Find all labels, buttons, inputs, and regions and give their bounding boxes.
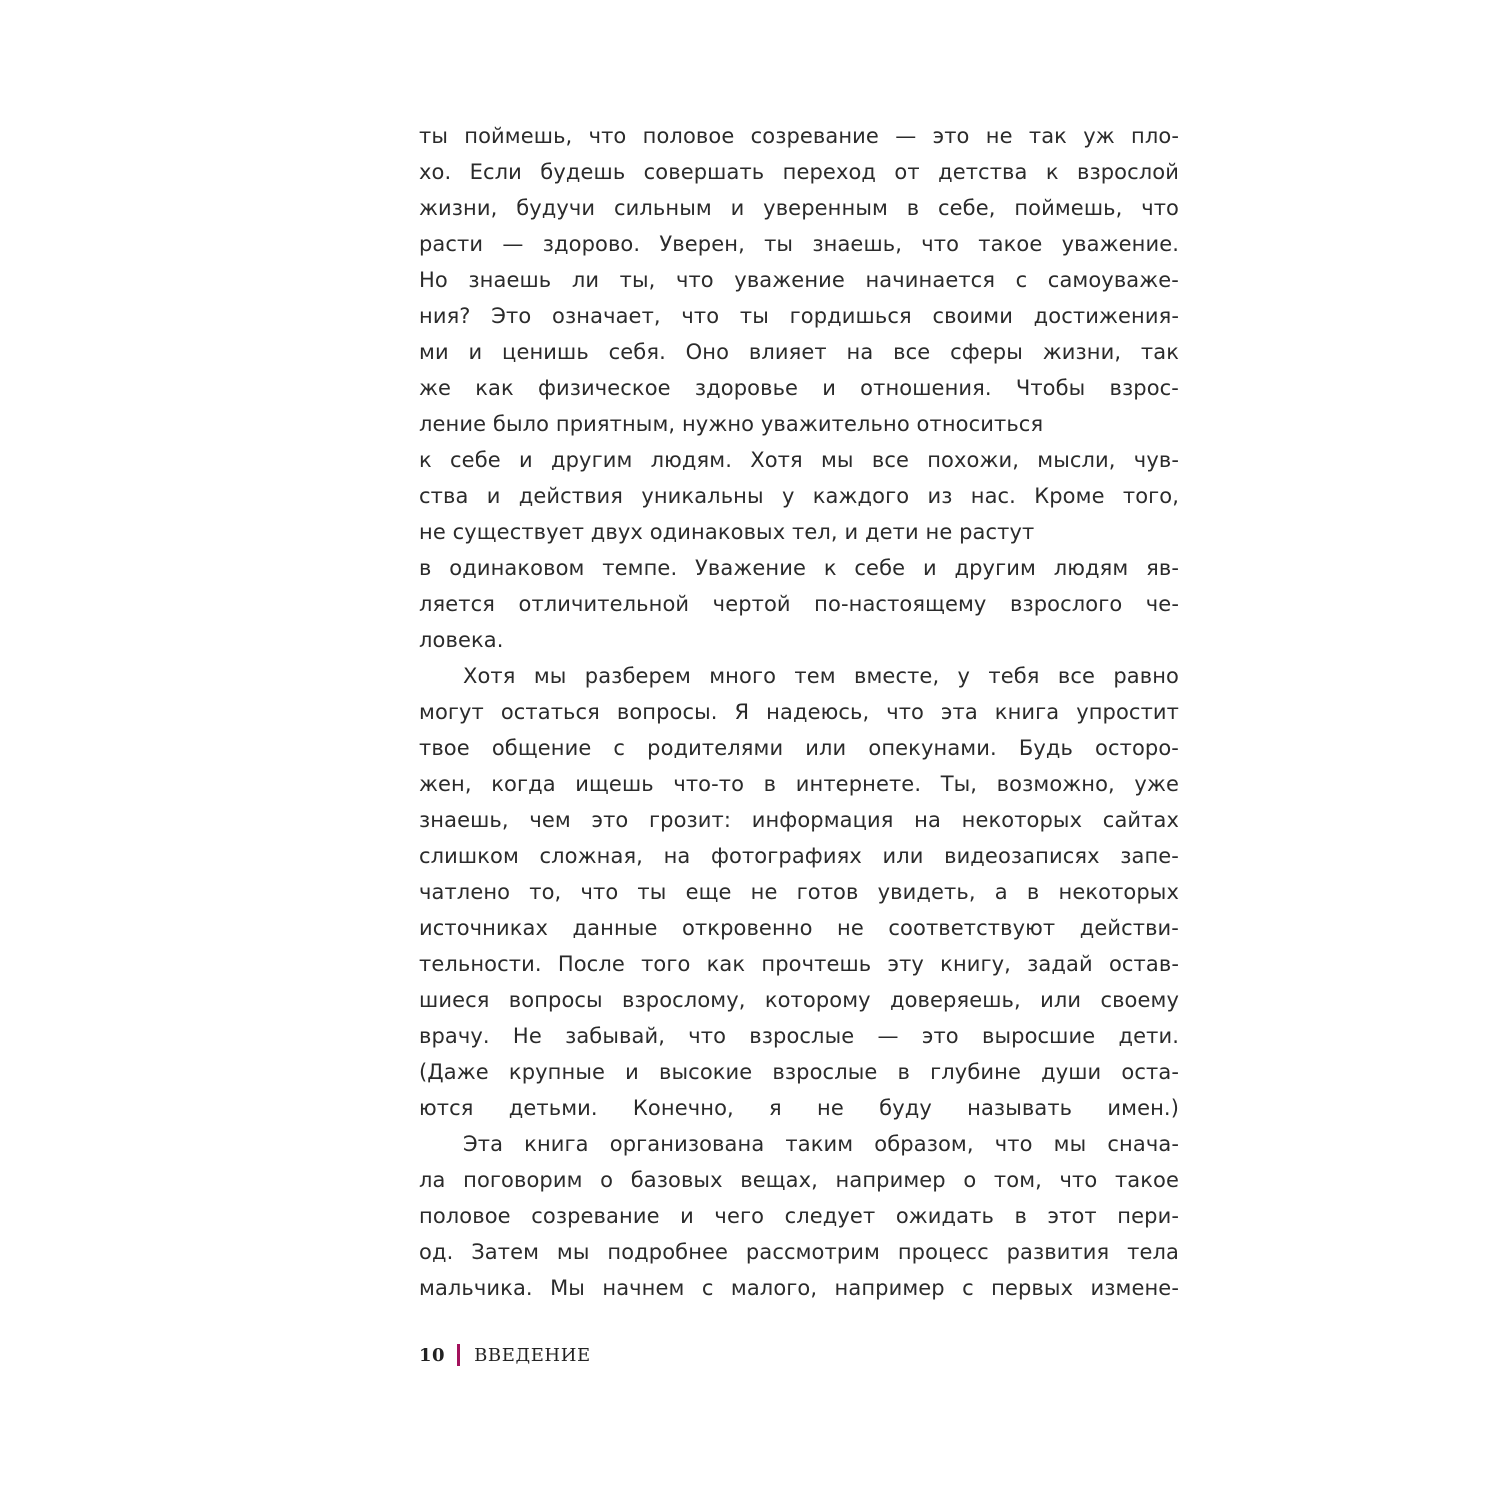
text-line: мальчика. Мы начнем с малого, например с первых измене- (419, 1276, 1179, 1300)
section-title: ВВЕДЕНИЕ (474, 1344, 591, 1366)
text-line: шиеся вопросы взрослому, которому доверяешь, или своему (419, 988, 1179, 1012)
page-number: 10 (419, 1344, 446, 1366)
footer-divider (457, 1344, 460, 1366)
text-line: врачу. Не забывай, что взрослые — это выросшие дети. (419, 1024, 1179, 1048)
text-line: могут остаться вопросы. Я надеюсь, что эта книга упростит (419, 700, 1179, 724)
text-line: источниках данные откровенно не соответствуют действи- (419, 916, 1179, 940)
text-line: твое общение с родителями или опекунами. Будь осторо- (419, 736, 1179, 760)
text-line: к себе и другим людям. Хотя мы все похожи, мысли, чув- (419, 448, 1179, 472)
text-line: ла поговорим о базовых вещах, например о том, что такое (419, 1168, 1179, 1192)
text-line: ются детьми. Конечно, я не буду называть имен.) (419, 1096, 1179, 1120)
text-line: слишком сложная, на фотографиях или видеозаписях запе- (419, 844, 1179, 868)
text-line: тельности. После того как прочтешь эту книгу, задай остав- (419, 952, 1179, 976)
text-line: Эта книга организована таким образом, что мы снача- (463, 1132, 1179, 1156)
text-line: ния? Это означает, что ты гордишься своими достижения- (419, 304, 1179, 328)
text-line: половое созревание и чего следует ожидать в этот пери- (419, 1204, 1179, 1228)
text-line: Но знаешь ли ты, что уважение начинается с самоуваже- (419, 268, 1179, 292)
text-line: (Даже крупные и высокие взрослые в глубине души оста- (419, 1060, 1179, 1084)
text-line: од. Затем мы подробнее рассмотрим процесс развития тела (419, 1240, 1179, 1264)
text-line: ление было приятным, нужно уважительно относиться (419, 412, 1044, 436)
text-line: расти — здорово. Уверен, ты знаешь, что такое уважение. (419, 232, 1179, 256)
text-line: ты поймешь, что половое созревание — это не так уж пло- (419, 124, 1179, 148)
text-line: ства и действия уникальны у каждого из нас. Кроме того, (419, 484, 1179, 508)
text-line: ляется отличительной чертой по-настоящему взрослого че- (419, 592, 1179, 616)
text-line: же как физическое здоровье и отношения. Чтобы взрос- (419, 376, 1179, 400)
body-text (419, 118, 1179, 1306)
text-line: ловека. (419, 628, 504, 652)
text-line: чатлено то, что ты еще не готов увидеть, а в некоторых (419, 880, 1179, 904)
text-line: жен, когда ищешь что-то в интернете. Ты, возможно, уже (419, 772, 1179, 796)
text-line: жизни, будучи сильным и уверенным в себе, поймешь, что (419, 196, 1179, 220)
text-line: в одинаковом темпе. Уважение к себе и другим людям яв- (419, 556, 1179, 580)
text-line: ми и ценишь себя. Оно влияет на все сферы жизни, так (419, 340, 1179, 364)
text-line: знаешь, чем это грозит: информация на некоторых сайтах (419, 808, 1179, 832)
text-line: хо. Если будешь совершать переход от детства к взрослой (419, 160, 1179, 184)
page-footer (419, 1340, 591, 1370)
text-line: не существует двух одинаковых тел, и дети не растут (419, 520, 1035, 544)
text-line: Хотя мы разберем много тем вместе, у тебя все равно (463, 664, 1179, 688)
